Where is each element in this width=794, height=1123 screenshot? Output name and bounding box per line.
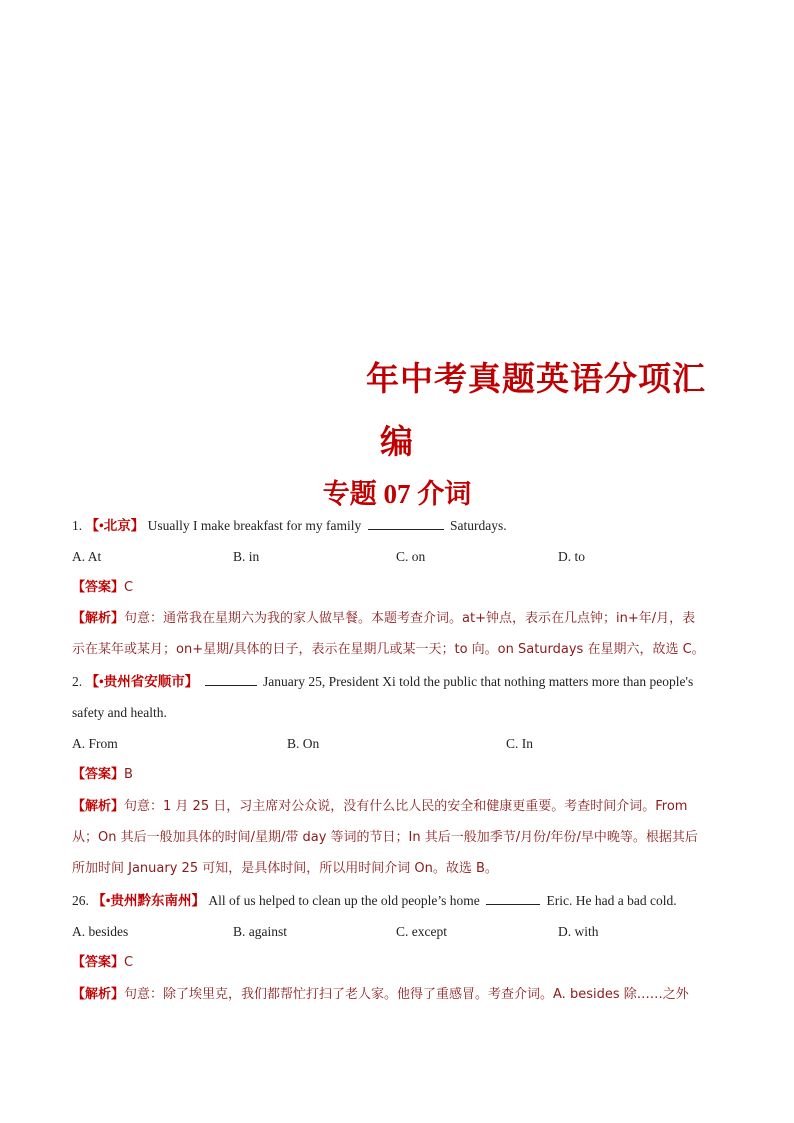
answer-label: 【答案】: [72, 580, 125, 595]
document-title-continued: 编: [380, 425, 413, 461]
explanation-text: 句意：1 月 25 日，习主席对公众说，没有什么比人民的安全和健康更重要。考查时间介词。From: [124, 799, 688, 814]
answer-label: 【答案】: [72, 955, 125, 970]
answer-row: [72, 578, 732, 598]
question-number: 1.: [72, 518, 83, 533]
answer-blank: [205, 672, 257, 686]
question-number: 2.: [72, 674, 83, 689]
explanation-text: 句意：通常我在星期六为我的家人做早餐。本题考查介词。at+钟点，表示在几点钟；in+年/月，表: [124, 611, 696, 626]
question-source: 【•贵州省安顺市】: [85, 674, 199, 689]
answer-value: B: [124, 767, 133, 782]
explanation-line: [72, 797, 732, 817]
option-b: B. in: [233, 549, 260, 564]
stem-continued: safety and health.: [72, 705, 167, 720]
answer-value: C: [124, 580, 134, 595]
explanation-line: 所加时间 January 25 可知，是具体时间，所以用时间介词 On。故选 B。: [72, 861, 498, 876]
stem-text: Saturdays.: [450, 518, 507, 533]
answer-value: C: [124, 955, 134, 970]
question-number: 26.: [72, 893, 89, 908]
explanation-line: [72, 609, 732, 629]
explanation-text: 句意：除了埃里克，我们都帮忙打扫了老人家。他得了重感冒。考查介词。A. besides 除……之外: [124, 987, 689, 1002]
explanation-label: 【解析】: [72, 799, 125, 814]
answer-row: [72, 765, 732, 785]
option-b: B. On: [287, 736, 320, 751]
document-title: 年中考真题英语分项汇: [366, 362, 706, 398]
question-source: 【•贵州黔东南州】: [92, 893, 205, 908]
option-c: C. except: [396, 924, 447, 939]
option-c: C. on: [396, 549, 426, 564]
stem-text: Eric. He had a bad cold.: [546, 893, 677, 908]
answer-blank: [368, 516, 444, 530]
option-c: C. In: [506, 736, 533, 751]
option-b: B. against: [233, 924, 287, 939]
question-26-stem: [72, 891, 732, 911]
option-d: D. to: [558, 549, 585, 564]
question-1-stem: [72, 516, 732, 536]
answer-blank: [486, 891, 540, 905]
answer-row: [72, 953, 732, 973]
question-source: 【•北京】: [85, 518, 145, 533]
explanation-line: 示在某年或某月；on+星期/具体的日子，表示在星期几或某一天；to 向。on Saturdays 在星期六，故选 C。: [72, 642, 705, 657]
stem-text: Usually I make breakfast for my family: [147, 518, 362, 533]
option-a: A. At: [72, 549, 102, 564]
option-a: A. From: [72, 736, 118, 751]
option-a: A. besides: [72, 924, 129, 939]
explanation-line: [72, 985, 732, 1005]
option-d: D. with: [558, 924, 599, 939]
explanation-label: 【解析】: [72, 987, 125, 1002]
explanation-label: 【解析】: [72, 611, 125, 626]
stem-text: January 25, President Xi told the public that nothing matters more than people's: [262, 674, 694, 689]
explanation-line: 从；On 其后一般加具体的时间/星期/带 day 等词的节日；In 其后一般加季节/月份/年份/早中晚等。根据其后: [72, 830, 698, 845]
stem-text: All of us helped to clean up the old people’s home: [208, 893, 480, 908]
topic-subtitle: 专题 07 介词: [322, 479, 472, 509]
question-2-stem: [72, 672, 732, 692]
answer-label: 【答案】: [72, 767, 125, 782]
